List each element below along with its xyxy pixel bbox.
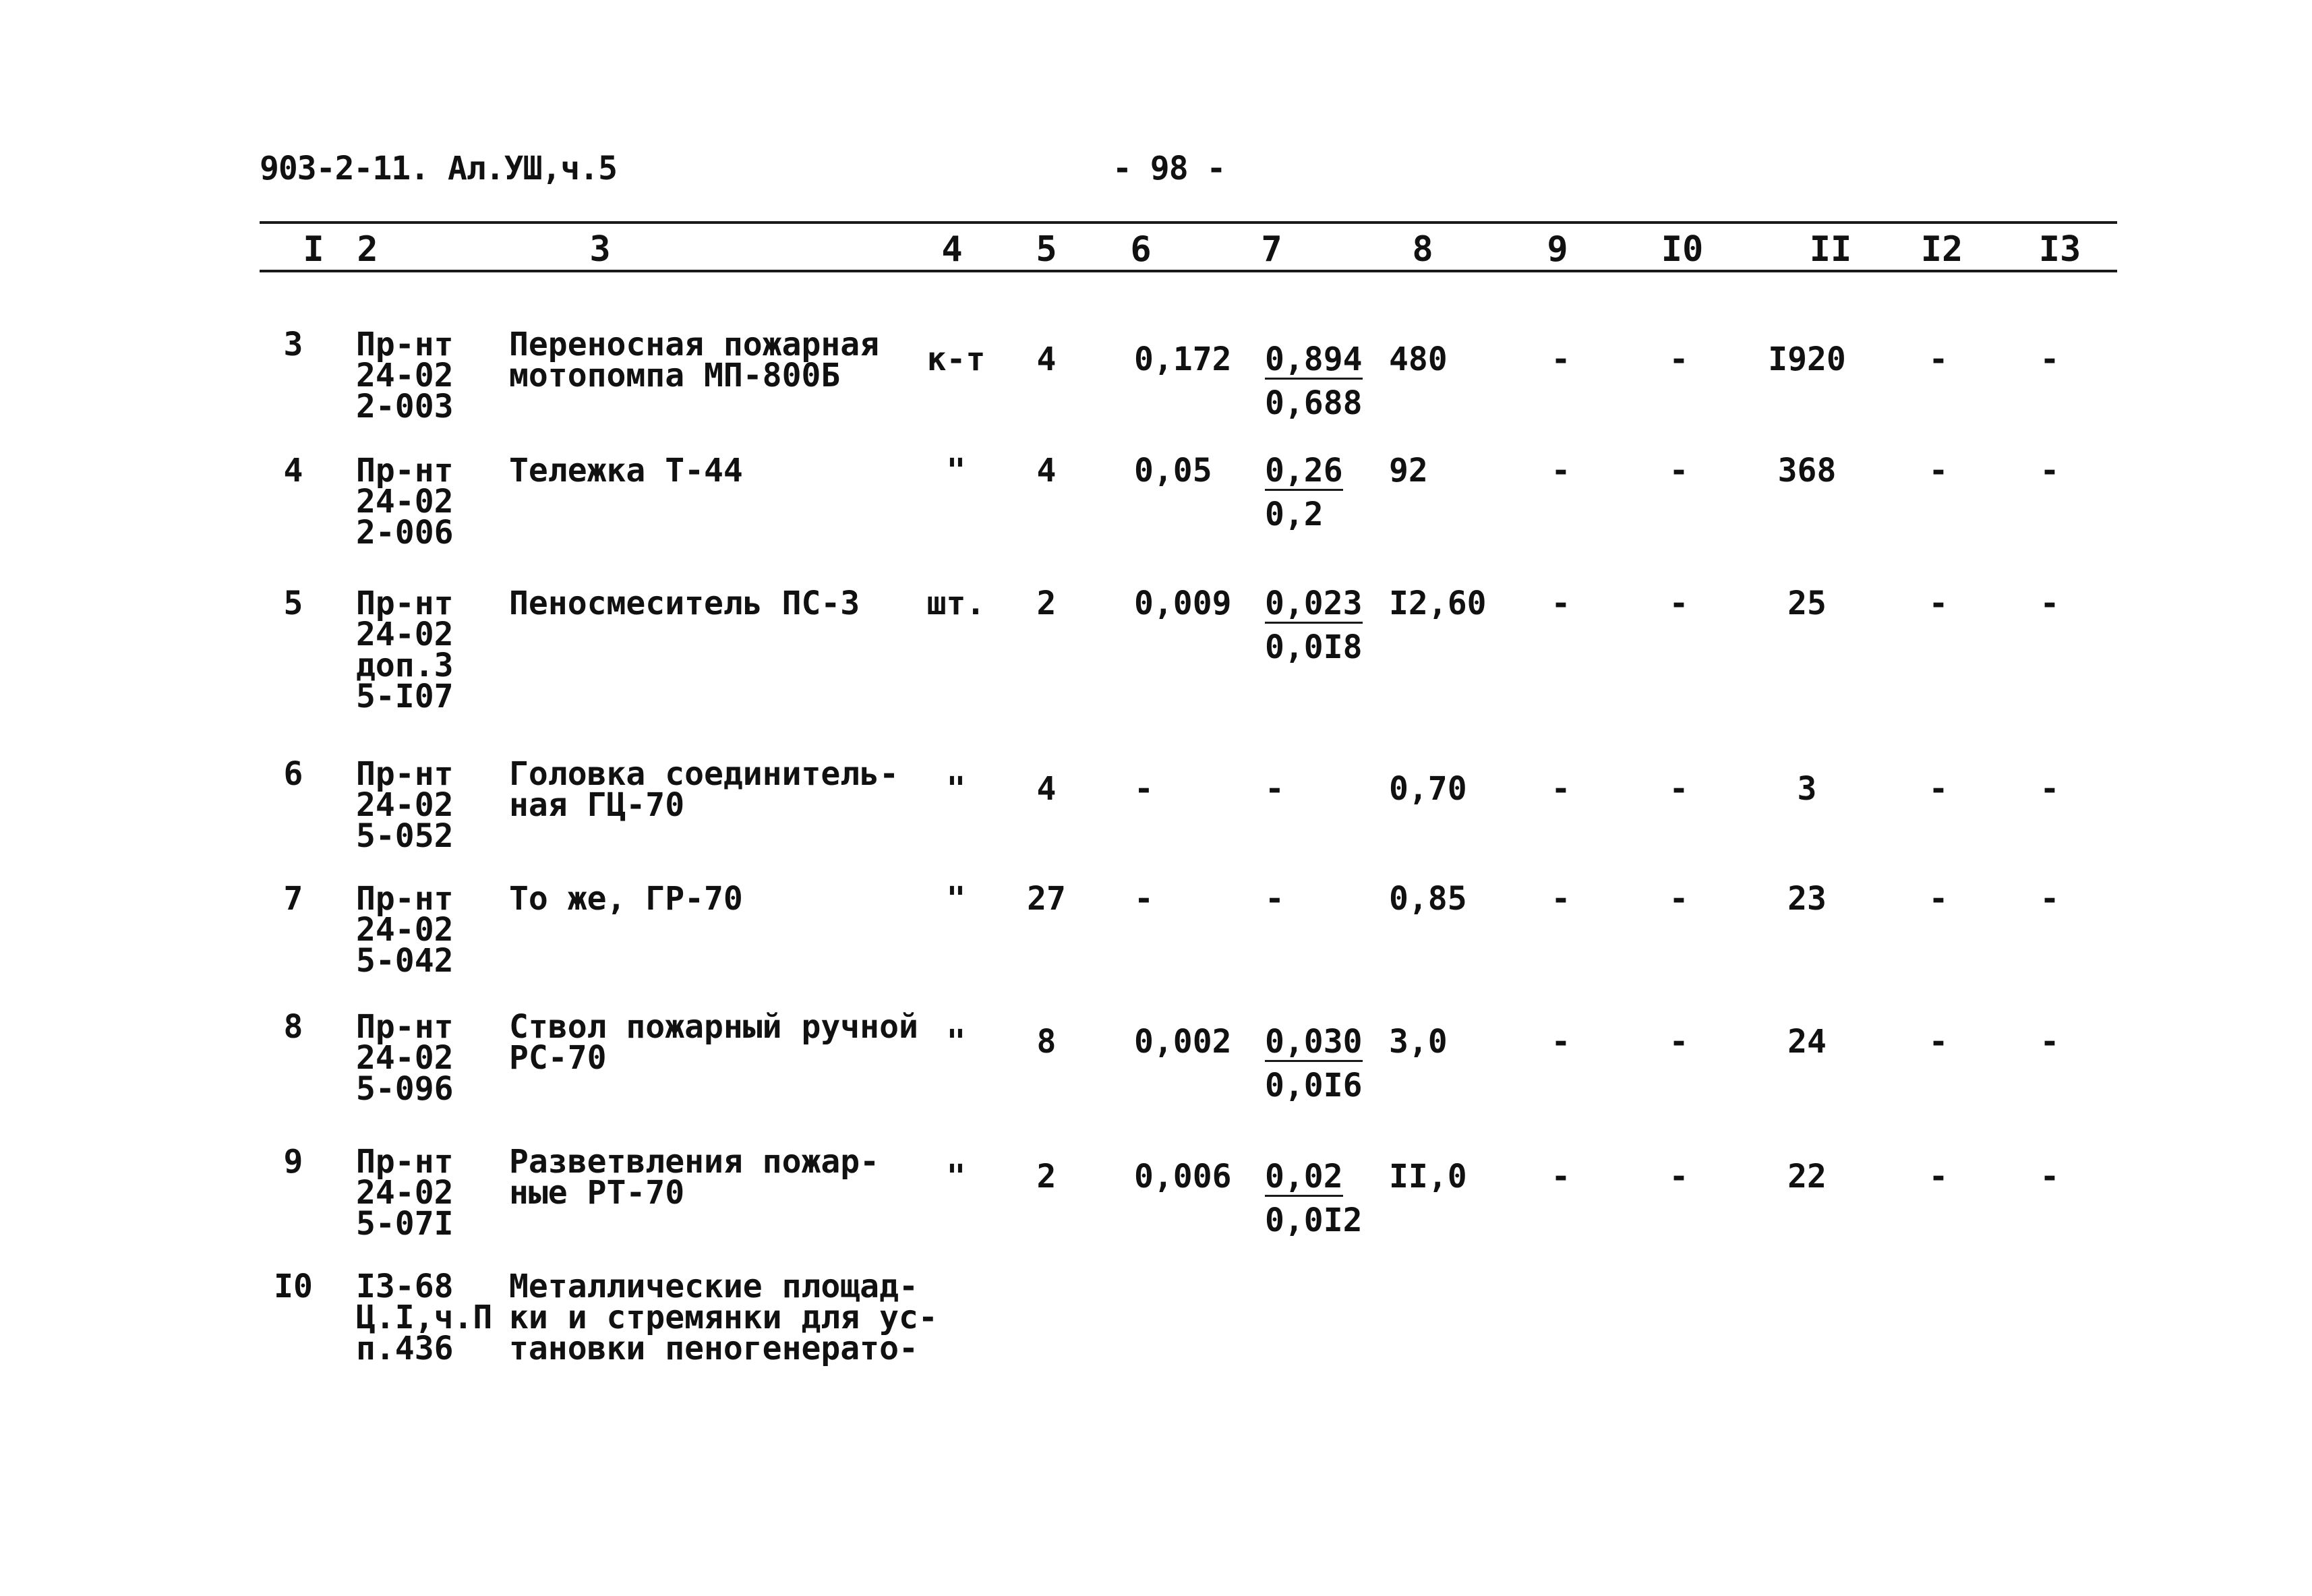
column-number: 6 xyxy=(1130,229,1152,270)
col-12-value: - xyxy=(1928,1023,1949,1061)
col-11-value: I920 xyxy=(1768,341,1846,378)
col-7-numerator: 0,02 xyxy=(1265,1158,1343,1195)
col-7-fraction xyxy=(1265,341,1363,422)
col-13-value: - xyxy=(2040,341,2060,378)
header-rule-top xyxy=(260,221,2117,224)
col-8-value: 3,0 xyxy=(1389,1023,1448,1061)
item-name: Разветвления пожар- ные РТ-70 xyxy=(509,1143,880,1212)
col-7-numerator: 0,030 xyxy=(1265,1023,1363,1061)
col-10-value: - xyxy=(1669,880,1689,918)
col-7-denominator: 0,0I6 xyxy=(1265,1067,1363,1104)
col-8-value: 0,85 xyxy=(1389,880,1467,918)
unit: " xyxy=(946,770,966,808)
norm-reference: Пр-нт 24-02 доп.3 5-I07 xyxy=(356,585,454,715)
row-number: 4 xyxy=(283,452,303,490)
col-10-value: - xyxy=(1669,341,1689,378)
col-10-value: - xyxy=(1669,770,1689,808)
col-8-value: 0,70 xyxy=(1389,770,1467,808)
col-8-value: 92 xyxy=(1389,452,1428,490)
col-12-value: - xyxy=(1928,585,1949,622)
col-10-value: - xyxy=(1669,585,1689,622)
col-13-value: - xyxy=(2040,880,2060,918)
unit: к-т xyxy=(926,341,986,378)
col-13-value: - xyxy=(2040,770,2060,808)
col-7-denominator: 0,2 xyxy=(1265,496,1324,533)
col-11-value: 24 xyxy=(1787,1023,1827,1061)
unit: " xyxy=(946,1023,966,1061)
column-number: I3 xyxy=(2038,229,2081,270)
row-number: 6 xyxy=(283,755,303,793)
norm-reference: I3-68 Ц.I,ч.П п.436 xyxy=(356,1268,493,1367)
col-11-value: 23 xyxy=(1787,880,1827,918)
page-number: - 98 - xyxy=(1113,150,1226,187)
item-name: Пеносмеситель ПС-3 xyxy=(509,585,860,622)
quantity: 2 xyxy=(1036,585,1057,622)
quantity: 4 xyxy=(1036,770,1057,808)
col-12-value: - xyxy=(1928,452,1949,490)
item-name: То же, ГР-70 xyxy=(509,880,743,918)
col-9-value: - xyxy=(1551,1158,1571,1195)
col-7-fraction xyxy=(1265,880,1284,918)
item-name: Тележка Т-44 xyxy=(509,452,743,490)
column-number: 5 xyxy=(1036,229,1057,270)
quantity: 27 xyxy=(1027,880,1066,918)
col-11-value: 22 xyxy=(1787,1158,1827,1195)
norm-reference: Пр-нт 24-02 2-003 xyxy=(356,326,454,425)
column-number: I0 xyxy=(1661,229,1704,270)
row-number: 7 xyxy=(283,880,303,918)
column-number: II xyxy=(1809,229,1852,270)
col-12-value: - xyxy=(1928,341,1949,378)
row-number: 5 xyxy=(283,585,303,622)
column-number: 8 xyxy=(1412,229,1433,270)
col-6-value: 0,05 xyxy=(1134,452,1212,490)
col-9-value: - xyxy=(1551,1023,1571,1061)
quantity: 2 xyxy=(1036,1158,1057,1195)
col-7-numerator: 0,894 xyxy=(1265,341,1363,378)
col-6-value: - xyxy=(1134,770,1154,808)
col-10-value: - xyxy=(1669,1023,1689,1061)
col-11-value: 25 xyxy=(1787,585,1827,622)
col-7-fraction xyxy=(1265,770,1284,808)
col-6-value: 0,006 xyxy=(1134,1158,1232,1195)
col-9-value: - xyxy=(1551,341,1571,378)
col-7-fraction xyxy=(1265,585,1363,666)
unit: " xyxy=(946,1158,966,1195)
column-number: I2 xyxy=(1920,229,1963,270)
col-10-value: - xyxy=(1669,452,1689,490)
norm-reference: Пр-нт 24-02 5-042 xyxy=(356,880,454,980)
norm-reference: Пр-нт 24-02 5-052 xyxy=(356,755,454,855)
col-12-value: - xyxy=(1928,880,1949,918)
norm-reference: Пр-нт 24-02 5-07I xyxy=(356,1143,454,1243)
col-6-value: 0,002 xyxy=(1134,1023,1232,1061)
column-number: 3 xyxy=(589,229,611,270)
col-7-fraction xyxy=(1265,1158,1363,1239)
col-9-value: - xyxy=(1551,880,1571,918)
col-8-value: I2,60 xyxy=(1389,585,1487,622)
col-6-value: 0,172 xyxy=(1134,341,1232,378)
row-number: I0 xyxy=(274,1268,313,1305)
quantity: 4 xyxy=(1036,452,1057,490)
item-name: Переносная пожарная мотопомпа МП-800Б xyxy=(509,326,880,394)
unit: шт. xyxy=(926,585,986,622)
col-11-value: 368 xyxy=(1777,452,1837,490)
col-8-value: II,0 xyxy=(1389,1158,1467,1195)
col-7-fraction xyxy=(1265,1023,1363,1104)
col-6-value: 0,009 xyxy=(1134,585,1232,622)
col-9-value: - xyxy=(1551,770,1571,808)
col-13-value: - xyxy=(2040,1158,2060,1195)
item-name: Ствол пожарный ручной РС-70 xyxy=(509,1008,918,1077)
column-number: 4 xyxy=(941,229,963,270)
col-7-denominator: 0,0I2 xyxy=(1265,1202,1363,1239)
col-12-value: - xyxy=(1928,770,1949,808)
quantity: 8 xyxy=(1036,1023,1057,1061)
col-7-fraction xyxy=(1265,452,1343,533)
column-number: 7 xyxy=(1261,229,1282,270)
col-6-value: - xyxy=(1134,880,1154,918)
col-10-value: - xyxy=(1669,1158,1689,1195)
header-rule-bottom xyxy=(260,270,2117,272)
col-9-value: - xyxy=(1551,585,1571,622)
item-name: Головка соединитель- ная ГЦ-70 xyxy=(509,755,899,824)
col-7-denominator: 0,688 xyxy=(1265,384,1363,422)
col-7-numerator: 0,26 xyxy=(1265,452,1343,490)
quantity: 4 xyxy=(1036,341,1057,378)
unit: " xyxy=(946,880,966,918)
col-7-numerator: 0,023 xyxy=(1265,585,1363,622)
col-12-value: - xyxy=(1928,1158,1949,1195)
col-8-value: 480 xyxy=(1389,341,1448,378)
item-name: Металлические площад- ки и стремянки для ус- тановки пеногенерато- xyxy=(509,1268,938,1367)
norm-reference: Пр-нт 24-02 5-096 xyxy=(356,1008,454,1108)
column-number: 2 xyxy=(357,229,378,270)
row-number: 3 xyxy=(283,326,303,363)
col-13-value: - xyxy=(2040,585,2060,622)
norm-reference: Пр-нт 24-02 2-006 xyxy=(356,452,454,552)
column-number: 9 xyxy=(1547,229,1568,270)
col-13-value: - xyxy=(2040,452,2060,490)
col-11-value: 3 xyxy=(1797,770,1817,808)
col-7-numerator: - xyxy=(1265,770,1284,808)
unit: " xyxy=(946,452,966,490)
col-7-denominator: 0,0I8 xyxy=(1265,628,1363,666)
row-number: 8 xyxy=(283,1008,303,1046)
col-13-value: - xyxy=(2040,1023,2060,1061)
row-number: 9 xyxy=(283,1143,303,1181)
document-code: 903-2-11. Ал.УШ,ч.5 xyxy=(260,150,618,187)
col-7-numerator: - xyxy=(1265,880,1284,918)
col-9-value: - xyxy=(1551,452,1571,490)
column-number: I xyxy=(303,229,324,270)
